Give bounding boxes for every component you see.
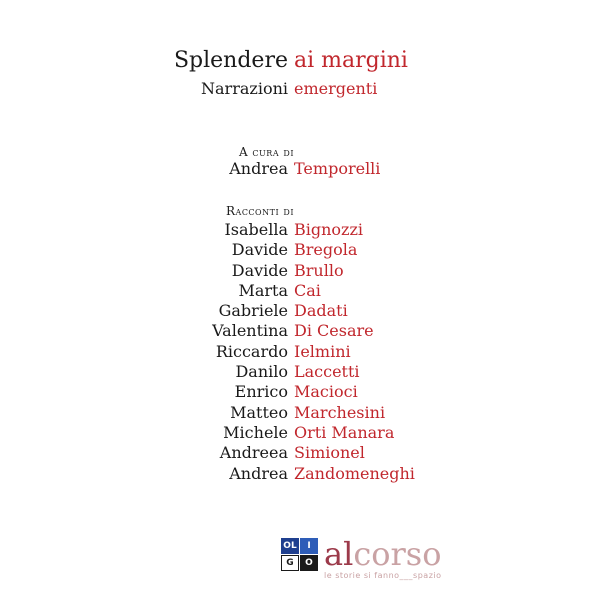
author-last: Marchesini [294,402,386,422]
authors-label: Racconti di [226,204,294,218]
author-first: Riccardo [215,341,288,361]
oligo-cell: G [281,555,299,571]
author-row [0,342,600,362]
book-title [0,48,600,73]
author-last: Zandomeneghi [294,463,415,483]
publisher-logos [281,535,442,580]
authors-list [0,220,600,484]
author-last: Simionel [294,443,365,463]
author-row [0,403,600,423]
curator-last: Temporelli [294,159,381,178]
author-first: Enrico [234,382,288,402]
oligo-cell: OL [281,538,299,554]
author-row [0,321,600,341]
book-subtitle [0,79,600,98]
author-row [0,423,600,443]
author-last: Ielmini [294,341,351,361]
author-row [0,301,600,321]
alcorso-logo [324,535,442,580]
author-first: Isabella [224,220,288,239]
curator-first: Andrea [229,159,288,178]
author-last: Macioci [294,382,358,402]
title-accent: ai margini [294,48,408,73]
author-row [0,281,600,301]
author-first: Andrea [229,463,288,483]
alcorso-tagline: le storie si fanno___spazio [324,571,442,580]
title-main: Splendere [173,48,288,73]
author-first: Matteo [230,402,288,422]
author-row [0,362,600,382]
author-first: Davide [231,240,288,260]
subtitle-main: Narrazioni [201,79,288,98]
author-row [0,220,600,240]
curator-label: A cura di [238,145,294,159]
curator-label-row [0,145,600,159]
author-last: Dadati [294,301,348,321]
oligo-cell: I [300,538,318,554]
alcorso-brand-part2: corso [353,535,442,573]
author-last: Laccetti [294,362,360,382]
author-first: Valentina [212,321,288,341]
author-row [0,464,600,484]
author-row [0,240,600,260]
oligo-logo [281,538,318,571]
author-first: Danilo [235,362,288,382]
author-row [0,261,600,281]
author-last: Di Cesare [294,321,374,341]
alcorso-brand [324,535,442,573]
author-first: Michele [223,422,288,442]
author-first: Davide [231,260,288,280]
curator-name [0,159,600,178]
oligo-cell: O [300,555,318,571]
author-row [0,443,600,463]
author-row [0,382,600,402]
authors-label-row [0,204,600,218]
author-first: Andreea [219,443,288,463]
author-last: Bignozzi [294,220,364,239]
alcorso-brand-part1: al [324,535,354,573]
author-last: Bregola [294,240,358,260]
author-last: Cai [294,280,321,300]
author-last: Brullo [294,260,344,280]
subtitle-accent: emergenti [294,79,378,98]
author-first: Marta [238,280,288,300]
author-first: Gabriele [218,301,288,321]
author-last: Orti Manara [294,422,395,442]
